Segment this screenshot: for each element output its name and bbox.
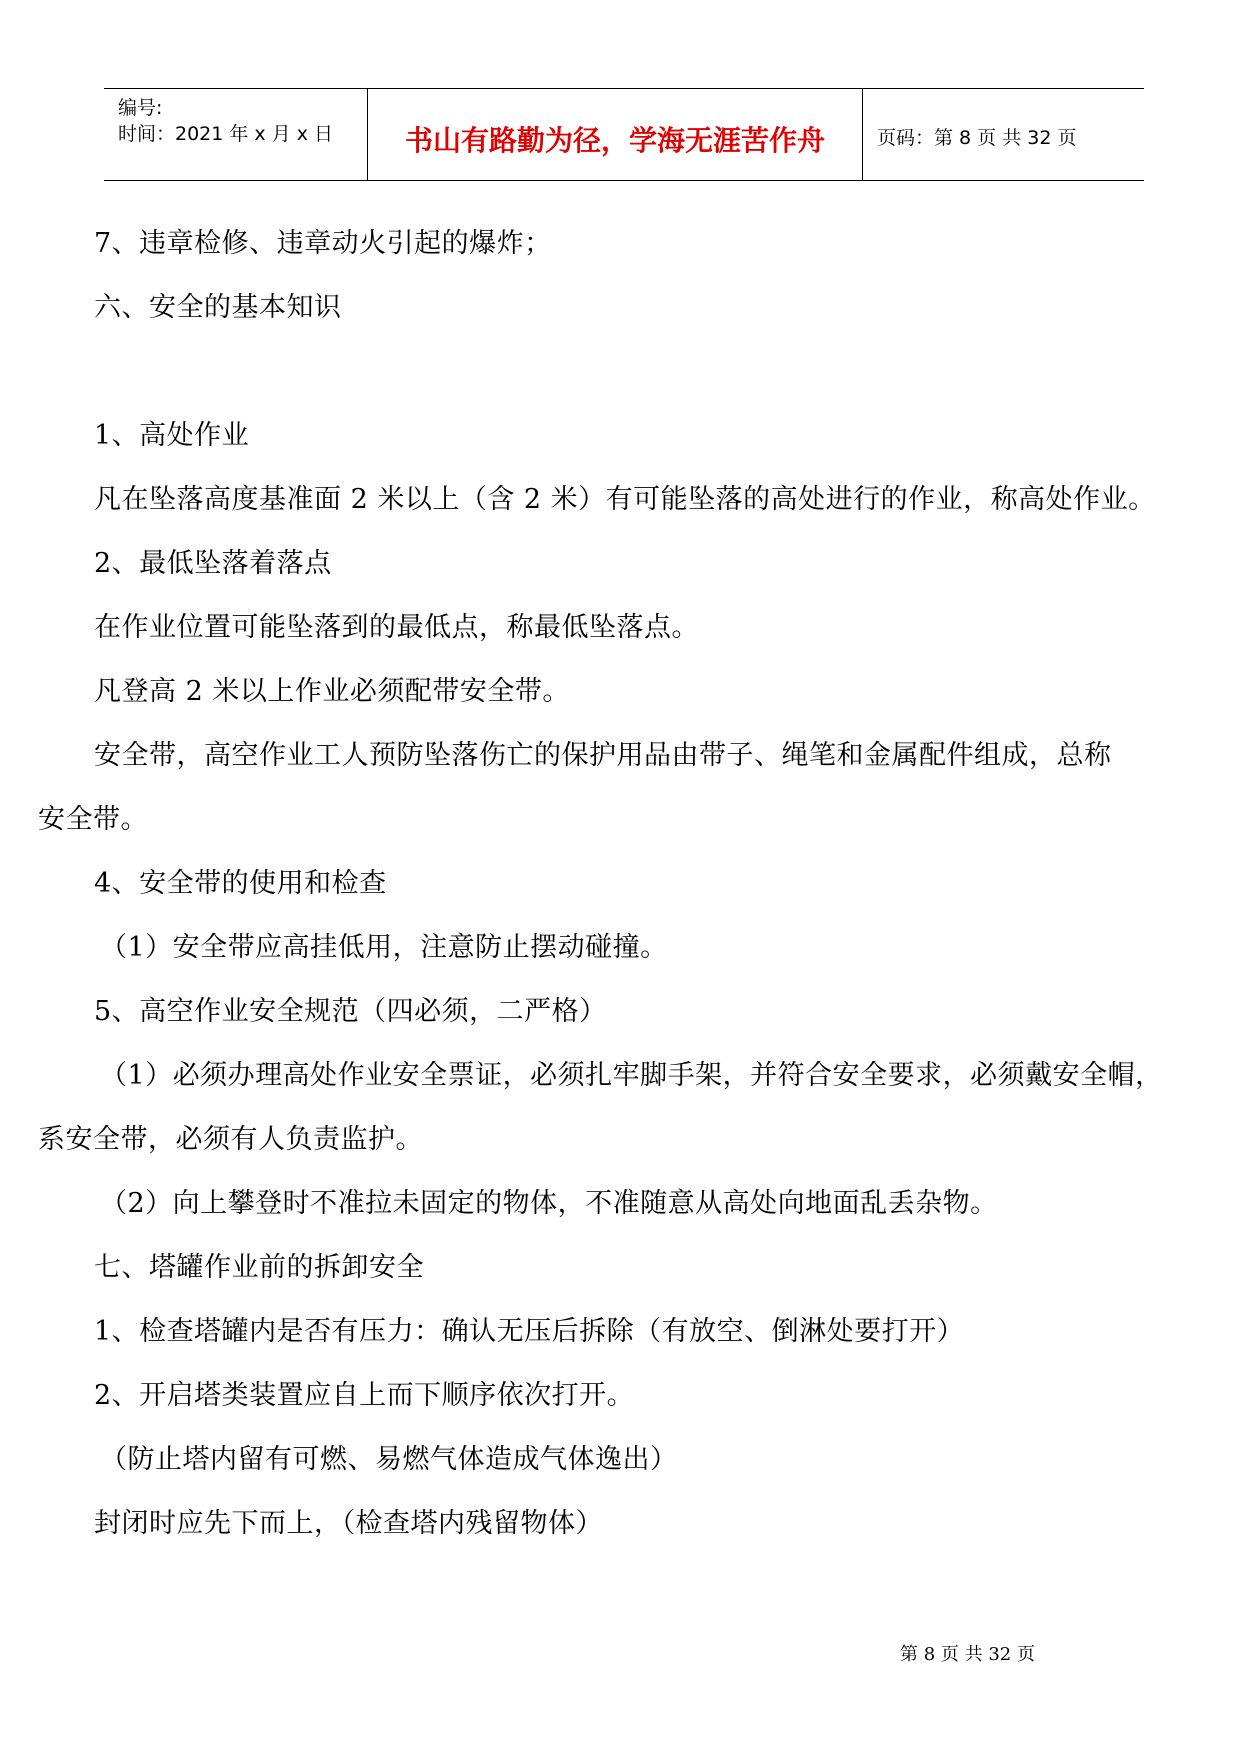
page-footer: 第 8 页 共 32 页 xyxy=(900,1644,1035,1665)
body-line: （2）向上攀登时不准拉未固定的物体，不准随意从高处向地面乱丢杂物。 xyxy=(100,1188,998,1219)
body-line: 在作业位置可能坠落到的最低点，称最低坠落点。 xyxy=(94,612,699,643)
header-motto-cell xyxy=(368,89,863,180)
body-line: 安全带。 xyxy=(38,804,148,835)
body-line: 安全带，高空作业工人预防坠落伤亡的保护用品由带子、绳笔和金属配件组成，总称 xyxy=(94,740,1112,771)
subsection-heading: 4、安全带的使用和检查 xyxy=(94,868,387,899)
body-line: 封闭时应先下而上，（检查塔内残留物体） xyxy=(94,1508,603,1539)
subsection-heading: 1、高处作业 xyxy=(94,420,250,451)
body-line: （1）必须办理高处作业安全票证，必须扎牢脚手架，并符合安全要求，必须戴安全帽， xyxy=(100,1060,1163,1091)
body-line: 1、检查塔罐内是否有压力：确认无压后拆除（有放空、倒淋处要打开） xyxy=(94,1316,965,1347)
document-number-label: 编号: xyxy=(118,97,163,119)
body-line: 凡登高 2 米以上作业必须配带安全带。 xyxy=(94,676,570,707)
header-motto: 书山有路勤为径，学海无涯苦作舟 xyxy=(404,124,825,157)
section-heading: 六、安全的基本知识 xyxy=(94,292,342,323)
body-line: 系安全带，必须有人负责监护。 xyxy=(38,1124,423,1155)
document-time-label: 时间：2021 年 x 月 x 日 xyxy=(118,123,334,145)
subsection-heading: 5、高空作业安全规范（四必须，二严格） xyxy=(94,996,607,1027)
subsection-heading: 2、最低坠落着落点 xyxy=(94,548,332,579)
header-meta-cell xyxy=(104,89,368,180)
body-line: （1）安全带应高挂低用，注意防止摆动碰撞。 xyxy=(100,932,668,963)
body-line: 凡在坠落高度基准面 2 米以上（含 2 米）有可能坠落的高处进行的作业，称高处作业。 xyxy=(94,484,1156,515)
section-heading: 七、塔罐作业前的拆卸安全 xyxy=(94,1252,424,1283)
header-page-cell xyxy=(863,89,1144,180)
body-line: 7、违章检修、违章动火引起的爆炸； xyxy=(94,228,552,259)
body-line: 2、开启塔类装置应自上而下顺序依次打开。 xyxy=(94,1380,635,1411)
document-header xyxy=(104,88,1144,181)
body-line: （防止塔内留有可燃、易燃气体造成气体逸出） xyxy=(100,1444,678,1475)
header-page-label: 页码：第 8 页 共 32 页 xyxy=(877,127,1077,149)
